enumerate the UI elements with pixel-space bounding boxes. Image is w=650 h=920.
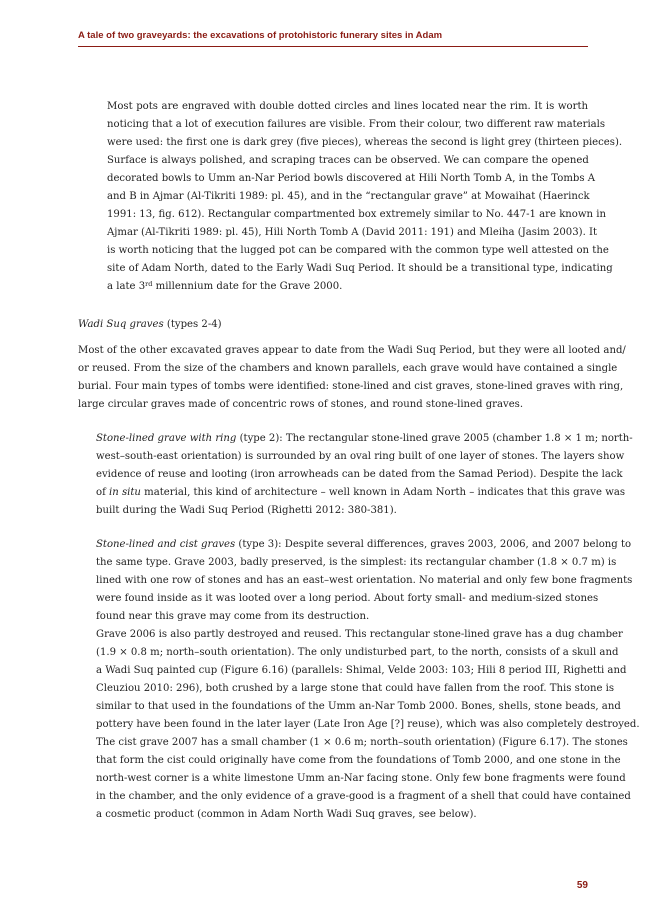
text-line: burial. Four main types of tombs were identified: stone-lined and cist graves, stone-lined graves with ring, [78, 381, 624, 392]
text-line: a Wadi Suq painted cup (Figure 6.16) (parallels: Shimal, Velde 2003: 103; Hili 8 period III, Righetti and [96, 665, 627, 676]
text-line: 1991: 13, fig. 612). Rectangular compartmented box extremely similar to No. 447-1 are known in [107, 209, 606, 220]
page-number: 59 [576, 880, 588, 891]
text-line: north-west corner is a white limestone Umm an-Nar facing stone. Only few bone fragments were found [96, 773, 626, 784]
text-line: west–south-east orientation) is surrounded by an oval ring built of one layer of stones. The layers show [96, 451, 625, 462]
italic-term: in situ [109, 487, 141, 498]
text-line: similar to that used in the foundations of the Umm an-Nar Tomb 2000. Bones, shells, stone beads, and [96, 701, 621, 712]
text-line: that form the cist could originally have come from the foundations of Tomb 2000, and one stone in the [96, 755, 621, 766]
type-title: Stone-lined grave with ring [96, 433, 237, 444]
text-line: The cist grave 2007 has a small chamber (1 × 0.6 m; north–south orientation) (Figure 6.17). The stones [96, 737, 628, 748]
paragraph-graves-2006-2007 [96, 626, 640, 824]
text-line: pottery have been found in the later layer (Late Iron Age [?] reuse), which was also completely destroyed. [96, 719, 640, 730]
text-line: were used: the first one is dark grey (five pieces), whereas the second is light grey (thirteen pieces). [107, 137, 623, 148]
text-line [96, 430, 633, 448]
text-fragment: a late 3 [107, 281, 146, 292]
text-line: a cosmetic product (common in Adam North Wadi Suq graves, see below). [96, 809, 477, 820]
paragraph-wadi-suq-intro [78, 342, 626, 414]
text-line [96, 484, 626, 502]
text-line: decorated bowls to Umm an-Nar Period bowls discovered at Hili North Tomb A, in the Tombs A [107, 173, 596, 184]
paragraph-type-2 [96, 430, 633, 520]
text-line: Cleuziou 2010: 296), both crushed by a large stone that could have fallen from the roof. This stone is [96, 683, 615, 694]
section-heading [78, 316, 588, 334]
text-line: is worth noticing that the lugged pot can be compared with the common type well attested on the [107, 245, 609, 256]
text-line: site of Adam North, dated to the Early Wadi Suq Period. It should be a transitional type, indicating [107, 263, 613, 274]
paragraph-type-3 [96, 536, 633, 626]
text-line: Surface is always polished, and scraping traces can be observed. We can compare the opened [107, 155, 589, 166]
text-fragment: material, this kind of architecture – well known in Adam North – indicates that this grave was [140, 487, 626, 498]
text-line: Most pots are engraved with double dotted circles and lines located near the rim. It is worth [107, 101, 588, 112]
text-line: in the chamber, and the only evidence of a grave-good is a fragment of a shell that could have contained [96, 791, 631, 802]
text-line [107, 278, 588, 296]
text-line: noticing that a lot of execution failures are visible. From their colour, two different raw materials [107, 119, 606, 130]
type-title: Stone-lined and cist graves [96, 539, 236, 550]
text-fragment: (type 2): The rectangular stone-lined grave 2005 (chamber 1.8 × 1 m; north- [236, 433, 633, 444]
text-line: were found inside as it was looted over a long period. About forty small- and medium-sized stones [96, 593, 599, 604]
paragraph-pottery [107, 98, 623, 296]
text-line: large circular graves made of concentric rows of stones, and round stone-lined graves. [78, 399, 524, 410]
header-rule [78, 46, 588, 47]
superscript: rd [145, 280, 153, 288]
text-line: built during the Wadi Suq Period (Righetti 2012: 380-381). [96, 505, 397, 516]
heading-italic: Wadi Suq graves [78, 319, 164, 330]
text-line: Grave 2006 is also partly destroyed and reused. This rectangular stone-lined grave has a dug chamber [96, 629, 623, 640]
text-fragment: millennium date for the Grave 2000. [152, 281, 343, 292]
text-line: and B in Ajmar (Al-Tikriti 1989: pl. 45), and in the “rectangular grave” at Mowaihat (Haerinck [107, 191, 590, 202]
text-line: the same type. Grave 2003, badly preserved, is the simplest: its rectangular chamber (1.8 × 0.7 m) is [96, 557, 617, 568]
heading-rest: (types 2-4) [163, 319, 222, 330]
text-fragment: (type 3): Despite several differences, graves 2003, 2006, and 2007 belong to [235, 539, 632, 550]
text-line: Most of the other excavated graves appear to date from the Wadi Suq Period, but they were all looted and/ [78, 345, 626, 356]
text-fragment: of [96, 487, 110, 498]
text-line [96, 536, 632, 554]
text-line: evidence of reuse and looting (iron arrowheads can be dated from the Samad Period). Despite the lack [96, 469, 623, 480]
text-line: Ajmar (Al-Tikriti 1989: pl. 45), Hili North Tomb A (David 2011: 191) and Mleiha (Jasim 2003). It [107, 227, 598, 238]
text-line: lined with one row of stones and has an east–west orientation. No material and only few bone fragments [96, 575, 633, 586]
text-line: or reused. From the size of the chambers and known parallels, each grave would have contained a single [78, 363, 618, 374]
heading-line [78, 316, 588, 334]
text-line: found near this grave may come from its destruction. [96, 611, 370, 622]
running-header: A tale of two graveyards: the excavations of protohistoric funerary sites in Adam [78, 30, 443, 41]
text-line: (1.9 × 0.8 m; north–south orientation). The only undisturbed part, to the north, consists of a skull and [96, 647, 619, 658]
